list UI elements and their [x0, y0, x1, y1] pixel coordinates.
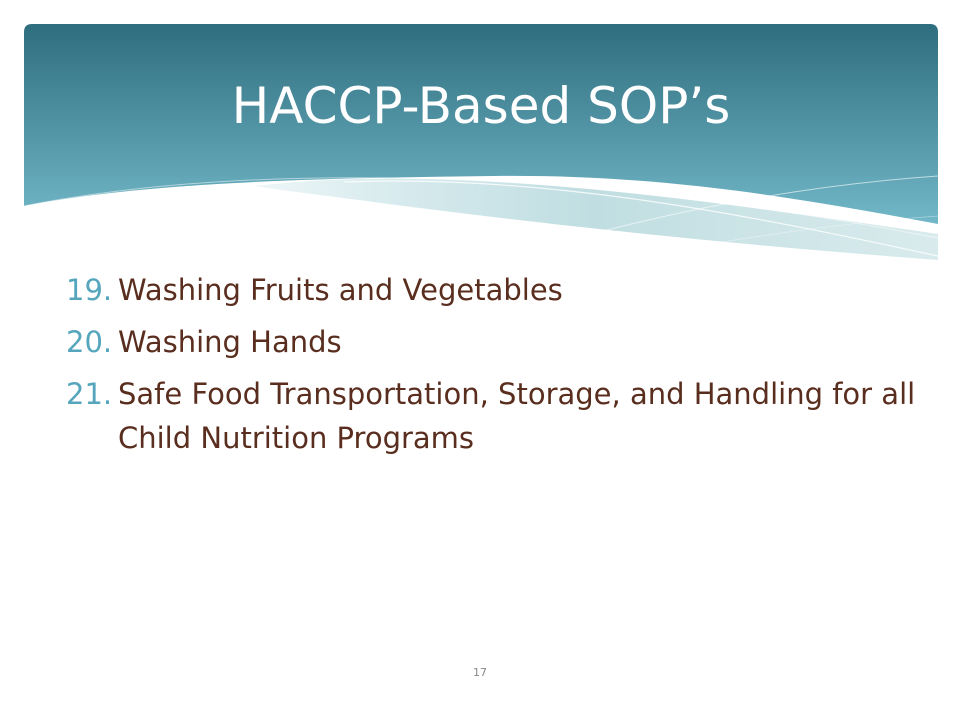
list-item: [66, 368, 926, 460]
list-item: [66, 316, 926, 368]
list-text: Safe Food Transportation, Storage, and Handling for all Child Nutrition Programs: [118, 377, 916, 455]
page-number: 17: [473, 666, 487, 679]
list-number: 21.: [66, 377, 113, 411]
slide-title: HACCP-Based SOP’s: [231, 77, 731, 135]
list-item: [66, 264, 926, 316]
numbered-list: [66, 264, 926, 460]
list-number: 20.: [66, 325, 113, 359]
list-number: 19.: [66, 273, 113, 307]
list-text: Washing Fruits and Vegetables: [118, 273, 563, 307]
list-text: Washing Hands: [118, 325, 342, 359]
